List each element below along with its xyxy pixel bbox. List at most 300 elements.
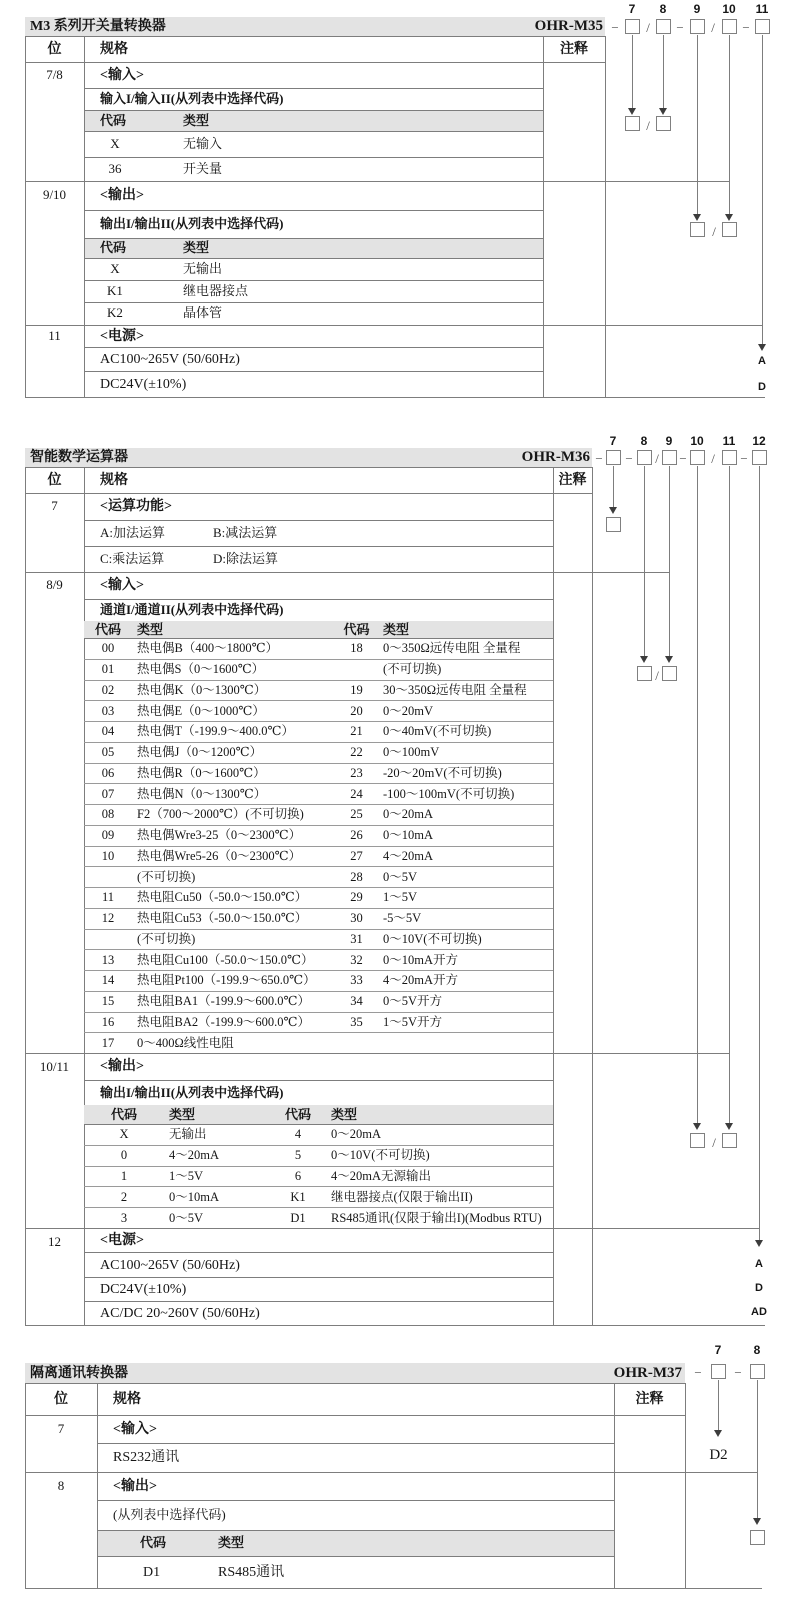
- code-box: [722, 19, 737, 34]
- section-line: [25, 1053, 729, 1054]
- code-cell: 0: [84, 1145, 164, 1166]
- arrow-down-icon: [640, 656, 648, 663]
- order-digit: 11: [755, 2, 769, 16]
- type-cell: -20～20mV(不可切换): [378, 763, 553, 784]
- power-code-letter: D: [758, 381, 766, 393]
- table-title: 智能数学运算器: [30, 450, 128, 465]
- type-cell: (不可切换): [132, 929, 335, 950]
- order-digit: 9: [693, 2, 701, 16]
- code-cell: 36: [108, 161, 122, 176]
- type-column-label: 类型: [331, 1107, 358, 1122]
- code-cell: 4: [294, 1126, 302, 1141]
- type-cell: 热电偶S（0～1600℃）: [132, 659, 335, 680]
- type-cell: 热电偶Wre5-26（0～2300℃）: [132, 846, 335, 867]
- code-cell: 23: [335, 763, 378, 784]
- func-option: A:加法运算: [100, 525, 166, 540]
- code-box: [752, 450, 767, 465]
- col-header-spec: 规格: [100, 42, 128, 57]
- code-cell: 01: [84, 659, 132, 680]
- code-cell: 24: [335, 783, 378, 804]
- row-line: [84, 371, 543, 372]
- arrow-down-icon: [693, 1123, 701, 1130]
- code-cell: 26: [335, 825, 378, 846]
- code-cell: 02: [84, 680, 132, 701]
- type-cell: 热电阻Cu50（-50.0～150.0℃）: [132, 887, 335, 908]
- power-option: DC24V(±10%): [100, 1282, 187, 1297]
- type-cell: 开关量: [183, 161, 223, 176]
- model-code: OHR-M37: [613, 1365, 682, 1381]
- leader-line: [729, 466, 730, 1123]
- dash-separator: −: [694, 1365, 702, 1380]
- type-cell: 0～100mV: [378, 742, 553, 763]
- leader-line: [669, 466, 670, 656]
- leader-line: [697, 466, 698, 1123]
- section-header: <输出>: [113, 1479, 157, 1494]
- grid-line: [25, 62, 605, 63]
- func-option: D:除法运算: [213, 551, 279, 566]
- code-column-label: 代码: [284, 1107, 311, 1122]
- code-cell: 14: [84, 970, 132, 991]
- code-cell: 08: [84, 804, 132, 825]
- type-cell: 4～20mA开方: [378, 970, 553, 991]
- selection-box: [722, 222, 737, 237]
- dash-separator: −: [611, 20, 619, 35]
- code-cell: 00: [101, 640, 115, 655]
- type-cell: 无输入: [183, 136, 223, 151]
- selection-box: [662, 666, 677, 681]
- slash-separator: /: [712, 224, 716, 239]
- code-column-label: 代码: [100, 240, 127, 255]
- section-pos-label: 7/8: [46, 67, 63, 82]
- grid-line: [605, 36, 606, 397]
- code-cell: 03: [84, 700, 132, 721]
- arrow-down-icon: [714, 1430, 722, 1437]
- row-line: [84, 1080, 553, 1081]
- code-cell: X: [110, 136, 120, 151]
- grid-line: [614, 1383, 615, 1588]
- col-header-pos: 位: [54, 1392, 68, 1407]
- section-header: <输入>: [113, 1422, 157, 1437]
- model-code: OHR-M35: [534, 18, 603, 34]
- row-line: [97, 1530, 614, 1531]
- type-cell: 热电阻Cu53（-50.0～150.0℃）: [132, 908, 335, 929]
- type-cell: 4～20mA: [164, 1145, 270, 1166]
- section-line: [25, 1228, 759, 1229]
- grid-line: [25, 1415, 685, 1416]
- arrow-down-icon: [755, 1240, 763, 1247]
- dash-separator: −: [679, 451, 687, 466]
- code-cell: 25: [335, 804, 378, 825]
- type-cell: 0～20mA: [378, 804, 553, 825]
- code-cell: 6: [270, 1166, 326, 1187]
- section-pos-label: 12: [48, 1234, 61, 1249]
- code-cell: 20: [335, 700, 378, 721]
- code-cell: K2: [107, 305, 123, 320]
- section-subtitle: 输入I/输入II(从列表中选择代码): [100, 91, 284, 106]
- table-title: 隔离通讯转换器: [30, 1366, 128, 1381]
- code-cell: 06: [84, 763, 132, 784]
- row-line: [97, 1500, 614, 1501]
- code-box: [656, 19, 671, 34]
- code-cell: 29: [335, 887, 378, 908]
- type-cell: (不可切换): [378, 659, 553, 680]
- arrow-down-icon: [693, 214, 701, 221]
- type-cell: 0～10mA: [164, 1186, 270, 1207]
- code-cell: 05: [84, 742, 132, 763]
- code-cell: 16: [84, 1012, 132, 1033]
- type-cell: 热电阻Pt100（-199.9～650.0℃）: [132, 970, 335, 991]
- leader-line: [762, 35, 763, 344]
- code-cell: 09: [84, 825, 132, 846]
- slash-separator: /: [712, 1135, 716, 1150]
- grid-line: [25, 493, 592, 494]
- code-cell: 1: [84, 1166, 164, 1187]
- type-cell: 0～10V(不可切换): [326, 1145, 553, 1166]
- model-code: OHR-M36: [521, 449, 590, 465]
- row-line: [84, 347, 543, 348]
- code-box: [711, 1364, 726, 1379]
- power-code-letter: AD: [751, 1306, 767, 1318]
- code-cell: 19: [335, 680, 378, 701]
- code-cell: 27: [335, 846, 378, 867]
- dash-separator: −: [595, 451, 603, 466]
- code-header-band: [97, 1530, 614, 1556]
- order-digit: 12: [752, 434, 766, 448]
- code-cell: 30: [335, 908, 378, 929]
- row-line: [97, 1443, 614, 1444]
- col-header-spec: 规格: [113, 1392, 141, 1407]
- power-option: AC100~265V (50/60Hz): [100, 352, 240, 367]
- leader-line: [632, 35, 633, 108]
- selection-box: [722, 1133, 737, 1148]
- power-option: DC24V(±10%): [100, 377, 187, 392]
- leader-line: [663, 35, 664, 108]
- leader-line: [729, 35, 730, 214]
- section-subtitle: 通道I/通道II(从列表中选择代码): [100, 602, 284, 617]
- row-line: [84, 131, 543, 132]
- section-pos-label: 7: [51, 498, 58, 513]
- row-line: [84, 157, 543, 158]
- code-cell: [84, 929, 132, 950]
- type-cell: 继电器接点: [183, 283, 249, 298]
- grid-line: [84, 36, 85, 397]
- selection-box: [690, 222, 705, 237]
- row-line: [84, 258, 543, 259]
- arrow-down-icon: [753, 1518, 761, 1525]
- code-cell: [335, 1032, 378, 1053]
- section-header: <运算功能>: [100, 499, 172, 514]
- type-cell: 热电偶B（400～1800℃）: [137, 640, 279, 655]
- col-header-note: 注释: [635, 1392, 664, 1407]
- input-code-table: [84, 638, 553, 1053]
- section-header: <输入>: [100, 578, 144, 593]
- row-line: [84, 302, 543, 303]
- func-option: C:乘法运算: [100, 551, 165, 566]
- row-line: [84, 88, 543, 89]
- type-cell: 热电偶J（0～1200℃）: [132, 742, 335, 763]
- type-column-label: 类型: [137, 622, 164, 637]
- code-cell: 18: [350, 640, 363, 655]
- slash-separator: /: [655, 451, 659, 466]
- row-line: [84, 1252, 553, 1253]
- section-line: [25, 325, 762, 326]
- code-cell: 10: [84, 846, 132, 867]
- code-box: [750, 1364, 765, 1379]
- power-code-letter: A: [758, 355, 766, 367]
- type-cell: RS232通讯: [113, 1450, 180, 1465]
- selection-box: [690, 1133, 705, 1148]
- row-line: [84, 599, 553, 600]
- arrow-down-icon: [758, 344, 766, 351]
- row-line: [84, 210, 543, 211]
- grid-line: [543, 36, 544, 397]
- order-digit: 7: [628, 2, 636, 16]
- col-header-pos: 位: [47, 473, 62, 488]
- code-cell: 31: [335, 929, 378, 950]
- type-cell: 无输出: [169, 1126, 207, 1141]
- type-cell: 30～350Ω远传电阻 全量程: [378, 680, 553, 701]
- type-cell: 热电阻Cu100（-50.0～150.0℃）: [132, 949, 335, 970]
- type-cell: -100～100mV(不可切换): [378, 783, 553, 804]
- code-box: [755, 19, 770, 34]
- code-cell: 5: [270, 1145, 326, 1166]
- grid-line: [25, 36, 605, 37]
- type-cell: 0～20mV: [378, 700, 553, 721]
- order-digit: 9: [665, 434, 673, 448]
- type-cell: 热电阻BA1（-199.9～600.0℃）: [132, 991, 335, 1012]
- section-header: <电源>: [100, 329, 144, 344]
- arrow-down-icon: [628, 108, 636, 115]
- type-cell: 4～20mA无源输出: [326, 1166, 553, 1187]
- code-cell: D1: [143, 1565, 161, 1580]
- dash-separator: −: [734, 1365, 742, 1380]
- code-cell: 21: [335, 721, 378, 742]
- power-code-letter: D: [755, 1282, 763, 1294]
- slash-separator: /: [711, 20, 715, 35]
- row-line: [97, 1556, 614, 1557]
- type-column-label: 类型: [383, 622, 410, 637]
- row-line: [84, 280, 543, 281]
- output-code-table: [84, 1124, 553, 1228]
- section-line: [25, 1472, 757, 1473]
- dash-separator: −: [676, 20, 684, 35]
- code-column-label: 代码: [343, 622, 370, 637]
- row-line: [84, 110, 543, 111]
- grid-line: [592, 467, 593, 1325]
- arrow-down-icon: [659, 108, 667, 115]
- type-cell: 0～20mA: [331, 1126, 382, 1141]
- type-cell: 1～5V开方: [378, 1012, 553, 1033]
- section-pos-label: 7: [57, 1421, 65, 1436]
- order-digit: 7: [714, 1343, 722, 1357]
- section-pos-label: 10/11: [39, 1059, 70, 1074]
- dash-separator: −: [625, 451, 633, 466]
- type-column-label: 类型: [183, 113, 210, 128]
- code-column-label: 代码: [110, 1107, 137, 1122]
- type-column-label: 类型: [169, 1107, 196, 1122]
- grid-line: [553, 467, 554, 1325]
- code-cell: K1: [270, 1186, 326, 1207]
- type-cell: 热电偶R（0～1600℃）: [132, 763, 335, 784]
- arrow-down-icon: [665, 656, 673, 663]
- grid-line: [97, 1383, 98, 1588]
- slash-separator: /: [646, 20, 650, 35]
- section-line: [25, 572, 669, 573]
- code-cell: 11: [84, 887, 132, 908]
- code-cell: [335, 659, 378, 680]
- order-digit: 10: [722, 2, 736, 16]
- row-line: [84, 1277, 553, 1278]
- dash-separator: −: [742, 20, 750, 35]
- row-line: [84, 238, 543, 239]
- type-cell: 热电偶Wre3-25（0～2300℃）: [132, 825, 335, 846]
- grid-line: [685, 1383, 686, 1588]
- code-header-band: [84, 238, 543, 258]
- dash-separator: −: [740, 451, 748, 466]
- code-header-band: [84, 110, 543, 131]
- type-cell: 0～5V: [378, 866, 553, 887]
- leader-line: [644, 466, 645, 656]
- code-cell: X: [110, 261, 120, 276]
- section-pos-label: 8/9: [46, 577, 63, 592]
- code-cell: 12: [84, 908, 132, 929]
- section-header: <输出>: [100, 188, 144, 203]
- code-cell: 3: [84, 1207, 164, 1228]
- section-line: [25, 181, 730, 182]
- code-column-label: 代码: [140, 1535, 167, 1550]
- type-cell: RS485通讯(仅限于输出I)(Modbus RTU): [326, 1207, 553, 1228]
- type-cell: 0～40mV(不可切换): [378, 721, 553, 742]
- code-cell: 07: [84, 783, 132, 804]
- section-pos-label: 8: [57, 1478, 65, 1493]
- grid-line: [25, 1383, 685, 1384]
- section-subtitle: (从列表中选择代码): [113, 1507, 226, 1522]
- arrow-down-icon: [725, 1123, 733, 1130]
- type-cell: 1～5V: [164, 1166, 270, 1187]
- code-cell: 32: [335, 949, 378, 970]
- type-cell: 0～350Ω远传电阻 全量程: [383, 640, 521, 655]
- code-cell: X: [119, 1126, 129, 1141]
- func-option: B:减法运算: [213, 525, 278, 540]
- code-cell: K1: [107, 283, 123, 298]
- type-cell: 热电偶E（0～1000℃）: [132, 700, 335, 721]
- order-digit: 10: [690, 434, 704, 448]
- section-line: [25, 397, 765, 398]
- table-title: M3 系列开关量转换器: [30, 19, 166, 34]
- col-header-spec: 规格: [100, 473, 128, 488]
- selection-box: [606, 517, 621, 532]
- col-header-note: 注释: [560, 42, 588, 57]
- code-cell: 35: [335, 1012, 378, 1033]
- input-code-value: D2: [709, 1447, 728, 1463]
- type-cell: 热电偶N（0～1300℃）: [132, 783, 335, 804]
- type-cell: [378, 1032, 553, 1053]
- selection-box: [656, 116, 671, 131]
- type-cell: -5～5V: [378, 908, 553, 929]
- code-column-label: 代码: [100, 113, 127, 128]
- section-line: [25, 1588, 762, 1589]
- code-cell: 17: [84, 1032, 132, 1053]
- code-cell: 22: [335, 742, 378, 763]
- section-header: <电源>: [100, 1233, 144, 1248]
- type-cell: 热电偶T（-199.9～400.0℃）: [132, 721, 335, 742]
- leader-line: [757, 1380, 758, 1518]
- order-digit: 8: [753, 1343, 761, 1357]
- grid-line: [25, 467, 26, 1325]
- leader-line: [697, 35, 698, 214]
- section-subtitle: 输出I/输出II(从列表中选择代码): [100, 1085, 284, 1100]
- section-subtitle: 输出I/输出II(从列表中选择代码): [100, 216, 284, 231]
- power-code-letter: A: [755, 1258, 763, 1270]
- slash-separator: /: [646, 118, 650, 133]
- input-code-table-header: [84, 621, 553, 638]
- col-header-pos: 位: [47, 42, 62, 57]
- output-code-table-header: [84, 1105, 553, 1124]
- type-cell: (不可切换): [132, 866, 335, 887]
- grid-line: [25, 467, 592, 468]
- row-line: [84, 1301, 553, 1302]
- code-cell: D1: [270, 1207, 326, 1228]
- type-cell: 0～5V开方: [378, 991, 553, 1012]
- type-cell: 4～20mA: [378, 846, 553, 867]
- slash-separator: /: [655, 668, 659, 683]
- type-column-label: 类型: [218, 1535, 245, 1550]
- type-cell: 热电偶K（0～1300℃）: [132, 680, 335, 701]
- section-pos-label: 9/10: [42, 187, 67, 202]
- power-option: AC100~265V (50/60Hz): [100, 1258, 240, 1273]
- type-cell: 0～10mA开方: [378, 949, 553, 970]
- arrow-down-icon: [725, 214, 733, 221]
- code-cell: 2: [84, 1186, 164, 1207]
- code-cell: 34: [335, 991, 378, 1012]
- col-header-note: 注释: [558, 473, 587, 488]
- section-header: <输出>: [100, 1059, 144, 1074]
- leader-line: [613, 466, 614, 507]
- order-digit: 8: [640, 434, 648, 448]
- type-cell: 0～10mA: [378, 825, 553, 846]
- type-cell: 继电器接点(仅限于输出II): [326, 1186, 553, 1207]
- row-line: [84, 520, 553, 521]
- type-cell: 晶体管: [183, 305, 223, 320]
- order-digit: 8: [659, 2, 667, 16]
- order-digit: 7: [609, 434, 617, 448]
- type-column-label: 类型: [183, 240, 210, 255]
- code-cell: 28: [335, 866, 378, 887]
- section-line: [25, 1325, 765, 1326]
- slash-separator: /: [711, 451, 715, 466]
- leader-line: [718, 1380, 719, 1430]
- selection-box: [750, 1530, 765, 1545]
- leader-line: [759, 466, 760, 1240]
- code-column-label: 代码: [94, 622, 121, 637]
- type-cell: 0～10V(不可切换): [378, 929, 553, 950]
- type-cell: 1～5V: [378, 887, 553, 908]
- type-cell: 0～400Ω线性电阻: [132, 1032, 335, 1053]
- type-cell: F2（700～2000℃）(不可切换): [132, 804, 335, 825]
- code-cell: 33: [335, 970, 378, 991]
- code-cell: 13: [84, 949, 132, 970]
- type-cell: 热电阻BA2（-199.9～600.0℃）: [132, 1012, 335, 1033]
- power-option: AC/DC 20~260V (50/60Hz): [100, 1306, 260, 1321]
- arrow-down-icon: [609, 507, 617, 514]
- row-line: [84, 546, 553, 547]
- type-cell: RS485通讯: [218, 1565, 285, 1580]
- section-header: <输入>: [100, 68, 144, 83]
- order-digit: 11: [722, 434, 736, 448]
- code-cell: 04: [84, 721, 132, 742]
- type-cell: 0～5V: [164, 1207, 270, 1228]
- type-cell: 无输出: [183, 261, 223, 276]
